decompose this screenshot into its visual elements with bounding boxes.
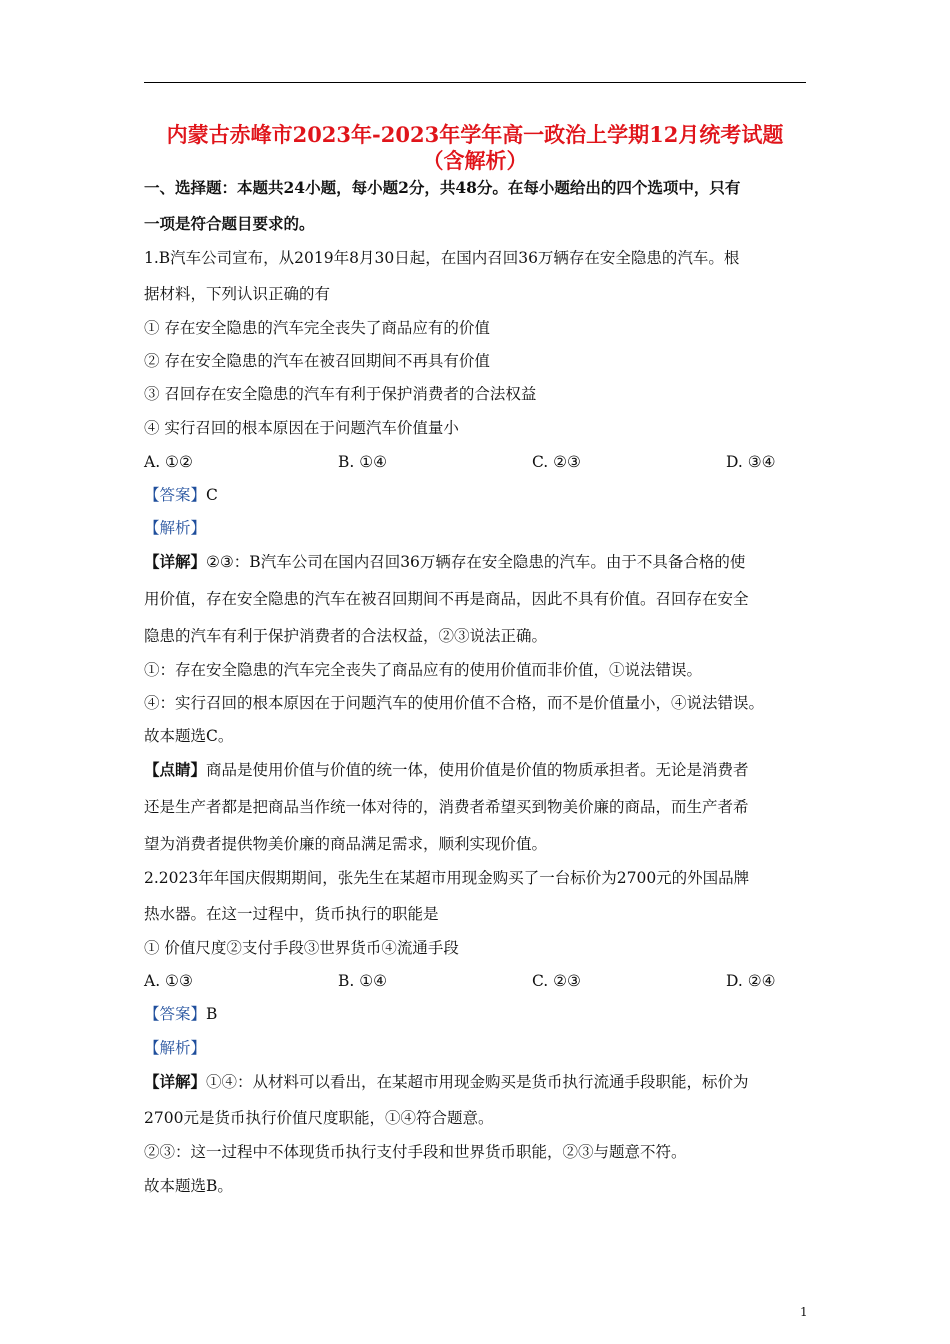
page-number: 1 (800, 1305, 808, 1319)
q2-analysis-tag: 【解析】 (144, 1039, 207, 1057)
q2-option-a: A. ①③ (144, 972, 193, 990)
answer-tag: 【答案】 (144, 1005, 207, 1023)
q1-detail-6: 故本题选C。 (144, 727, 234, 745)
q1-stem: 1.B汽车公司宣布，从2019年8月30日起，在国内召回36万辆存在安全隐患的汽车。根 (144, 249, 740, 267)
q1-option-d: D. ③④ (726, 453, 776, 471)
q1-option-c: C. ②③ (532, 453, 581, 471)
q1-stem-cont: 据材料，下列认识正确的有 (144, 285, 331, 303)
detail-tag: 【详解】 (144, 552, 207, 571)
q2-detail-4: 故本题选B。 (144, 1177, 233, 1195)
section-heading-cont: 一项是符合题目要求的。 (144, 214, 315, 233)
q1-analysis-tag: 【解析】 (144, 519, 207, 537)
q1-option-a: A. ①② (144, 453, 193, 471)
q1-detail-5: ④：实行召回的根本原因在于问题汽车的使用价值不合格，而不是价值量小，④说法错误。 (144, 694, 765, 712)
q1-detail-3: 隐患的汽车有利于保护消费者的合法权益，②③说法正确。 (144, 627, 548, 645)
answer-tag: 【答案】 (144, 486, 207, 504)
q2-statement-1: ① 价值尺度②支付手段③世界货币④流通手段 (144, 939, 459, 957)
q2-detail-3: ②③：这一过程中不体现货币执行支付手段和世界货币职能，②③与题意不符。 (144, 1143, 687, 1161)
q2-stem-cont: 热水器。在这一过程中，货币执行的职能是 (144, 905, 439, 923)
q1-point-3: 望为消费者提供物美价廉的商品满足需求，顺利实现价值。 (144, 835, 548, 853)
q2-answer (144, 1004, 217, 1024)
q1-point-2: 还是生产者都是把商品当作统一体对待的，消费者希望买到物美价廉的商品，而生产者希 (144, 798, 749, 816)
point-tag: 【点睛】 (144, 760, 207, 779)
section-heading: 一、选择题：本题共24小题，每小题2分，共48分。在每小题给出的四个选项中，只有 (144, 178, 741, 197)
q2-option-d: D. ②④ (726, 972, 776, 990)
q1-detail-4: ①：存在安全隐患的汽车完全丧失了商品应有的使用价值而非价值，①说法错误。 (144, 661, 703, 679)
detail-text: ②③：B汽车公司在国内召回36万辆存在安全隐患的汽车。由于不具备合格的使 (206, 553, 746, 571)
q2-detail-2: 2700元是货币执行价值尺度职能，①④符合题意。 (144, 1109, 494, 1127)
q1-point-1 (144, 760, 749, 780)
answer-value: C (206, 486, 218, 504)
detail-text: ①④：从材料可以看出，在某超市用现金购买是货币执行流通手段职能，标价为 (206, 1073, 749, 1091)
answer-value: B (206, 1005, 218, 1023)
q1-statement-4: ④ 实行召回的根本原因在于问题汽车价值量小 (144, 419, 459, 437)
q2-option-c: C. ②③ (532, 972, 581, 990)
doc-subtitle: （含解析） (422, 148, 528, 173)
detail-tag: 【详解】 (144, 1072, 207, 1091)
q1-detail-2: 用价值，存在安全隐患的汽车在被召回期间不再是商品，因此不具有价值。召回存在安全 (144, 590, 749, 608)
q1-answer (144, 485, 218, 505)
header-rule (144, 82, 806, 83)
q1-statement-3: ③ 召回存在安全隐患的汽车有利于保护消费者的合法权益 (144, 385, 537, 403)
q2-detail-1 (144, 1072, 749, 1092)
point-text: 商品是使用价值与价值的统一体，使用价值是价值的物质承担者。无论是消费者 (206, 761, 749, 779)
q2-stem: 2.2023年年国庆假期期间，张先生在某超市用现金购买了一台标价为2700元的外国品牌 (144, 869, 750, 887)
q2-option-b: B. ①④ (338, 972, 388, 990)
q1-detail-1 (144, 552, 745, 572)
q1-option-b: B. ①④ (338, 453, 388, 471)
q1-statement-1: ① 存在安全隐患的汽车完全丧失了商品应有的价值 (144, 319, 490, 337)
q1-statement-2: ② 存在安全隐患的汽车在被召回期间不再具有价值 (144, 352, 490, 370)
doc-title: 内蒙古赤峰市2023年-2023年学年高一政治上学期12月统考试题 (166, 122, 784, 147)
